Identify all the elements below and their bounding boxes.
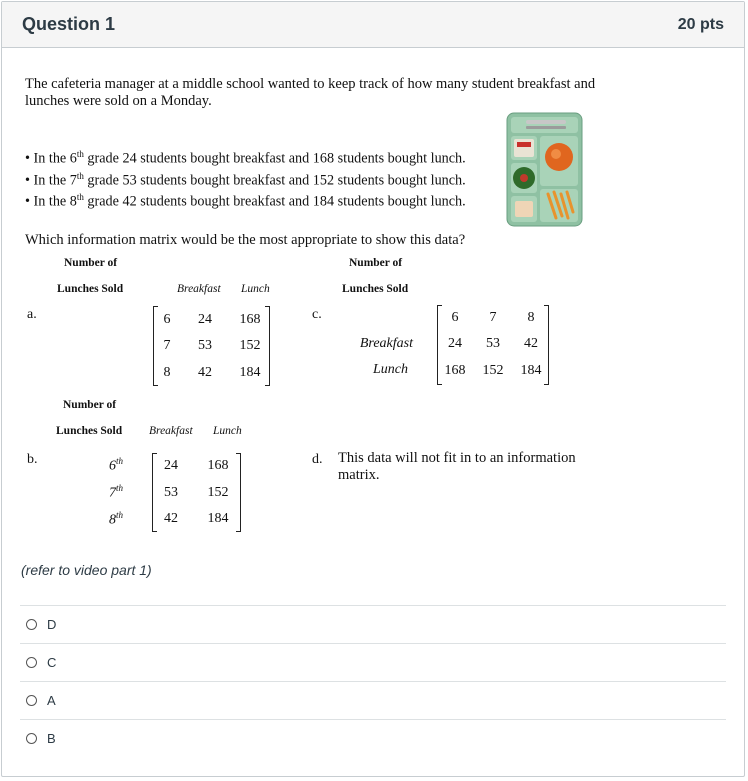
option-c-letter: c. (312, 307, 322, 322)
option-b-letter: b. (27, 452, 38, 467)
matrix-a-cell: 168 (239, 312, 261, 327)
matrix-b-cell: 24 (164, 458, 178, 473)
matrix-b-cell: 152 (207, 485, 229, 500)
matrix-b-row-label: 8th (109, 510, 124, 528)
matrix-c-cell: 184 (520, 363, 542, 378)
matrix-c-cell: 168 (444, 363, 466, 378)
matrix-c-cell: 24 (448, 336, 462, 351)
matrix-b-cell: 42 (164, 511, 178, 526)
matrix-c-cell: 6 (451, 310, 459, 325)
matrix-a-cell: 184 (239, 365, 261, 380)
matrix-prompt: Which information matrix would be the most appropriate to show this data? (25, 232, 466, 248)
matrix-c-cell: 53 (486, 336, 500, 351)
question-title: Question 1 (22, 14, 116, 34)
header-lunches-sold-c: Lunches Sold (342, 283, 409, 295)
answer-label[interactable]: D (47, 617, 57, 632)
col-label-breakfast-a: Breakfast (177, 283, 221, 295)
matrix-c-row-label: Breakfast (359, 336, 413, 351)
answer-label[interactable]: B (47, 731, 56, 746)
matrix-b-right-bracket (236, 453, 241, 532)
radio-button[interactable] (26, 657, 37, 668)
answer-option-c[interactable] (20, 643, 726, 681)
header-number-of-b: Number of (63, 399, 117, 411)
answer-list (20, 605, 726, 757)
bullet-item: • In the 7th grade 53 students bought breakfast and 152 students bought lunch. (25, 170, 466, 189)
answer-option-d[interactable] (20, 605, 726, 643)
matrix-b-cell: 184 (207, 511, 229, 526)
bullet-item: • In the 8th grade 42 students bought breakfast and 184 students bought lunch. (25, 192, 466, 211)
question-intro: The cafeteria manager at a middle school wanted to keep track of how many student breakfast and lunches were sold on a Monday. (25, 76, 596, 109)
matrix-a-cell: 42 (198, 365, 212, 380)
lunch-tray-image (506, 112, 583, 227)
matrix-b-cell: 53 (164, 485, 178, 500)
matrix-a-cell: 152 (239, 338, 261, 353)
col-label-breakfast-b: Breakfast (149, 425, 193, 437)
option-a-letter: a. (27, 307, 37, 322)
answer-option-b[interactable] (20, 719, 726, 757)
matrix-a-cell: 53 (198, 338, 212, 353)
matrix-c-cell: 42 (524, 336, 538, 351)
option-d-text: This data will not fit in to an information matrix. (338, 450, 576, 483)
matrix-a-cell: 24 (198, 312, 212, 327)
radio-button[interactable] (26, 733, 37, 744)
bullet-list (25, 146, 466, 211)
header-lunches-sold-a: Lunches Sold (57, 283, 124, 295)
question-header (2, 2, 744, 48)
answer-option-a[interactable] (20, 681, 726, 719)
matrix-a-cell: 8 (163, 365, 171, 380)
bullet-item: • In the 6th grade 24 students bought breakfast and 168 students bought lunch. (25, 149, 466, 167)
answer-label[interactable]: C (47, 655, 57, 670)
header-lunches-sold-b: Lunches Sold (56, 425, 123, 437)
col-label-lunch-b: Lunch (213, 425, 242, 437)
header-number-of-c: Number of (349, 257, 403, 269)
header-number-of-a: Number of (64, 257, 118, 269)
matrix-c-cell: 7 (489, 310, 497, 325)
answer-label[interactable]: A (47, 693, 56, 708)
matrix-b-cell: 168 (207, 458, 229, 473)
radio-button[interactable] (26, 695, 37, 706)
matrix-c-row-label: Lunch (373, 362, 408, 377)
matrix-c-cell: 152 (482, 363, 504, 378)
video-reference: (refer to video part 1) (21, 562, 152, 578)
matrix-a-cell: 6 (163, 312, 171, 327)
question-points: 20 pts (677, 16, 724, 33)
matrix-c-cell: 8 (527, 310, 535, 325)
option-d-letter: d. (312, 452, 323, 467)
matrix-a-cell: 7 (163, 338, 171, 353)
col-label-lunch-a: Lunch (241, 283, 270, 295)
matrix-b-row-label: 6th (109, 456, 124, 474)
radio-button[interactable] (26, 619, 37, 630)
matrix-b-row-label: 7th (109, 483, 124, 501)
